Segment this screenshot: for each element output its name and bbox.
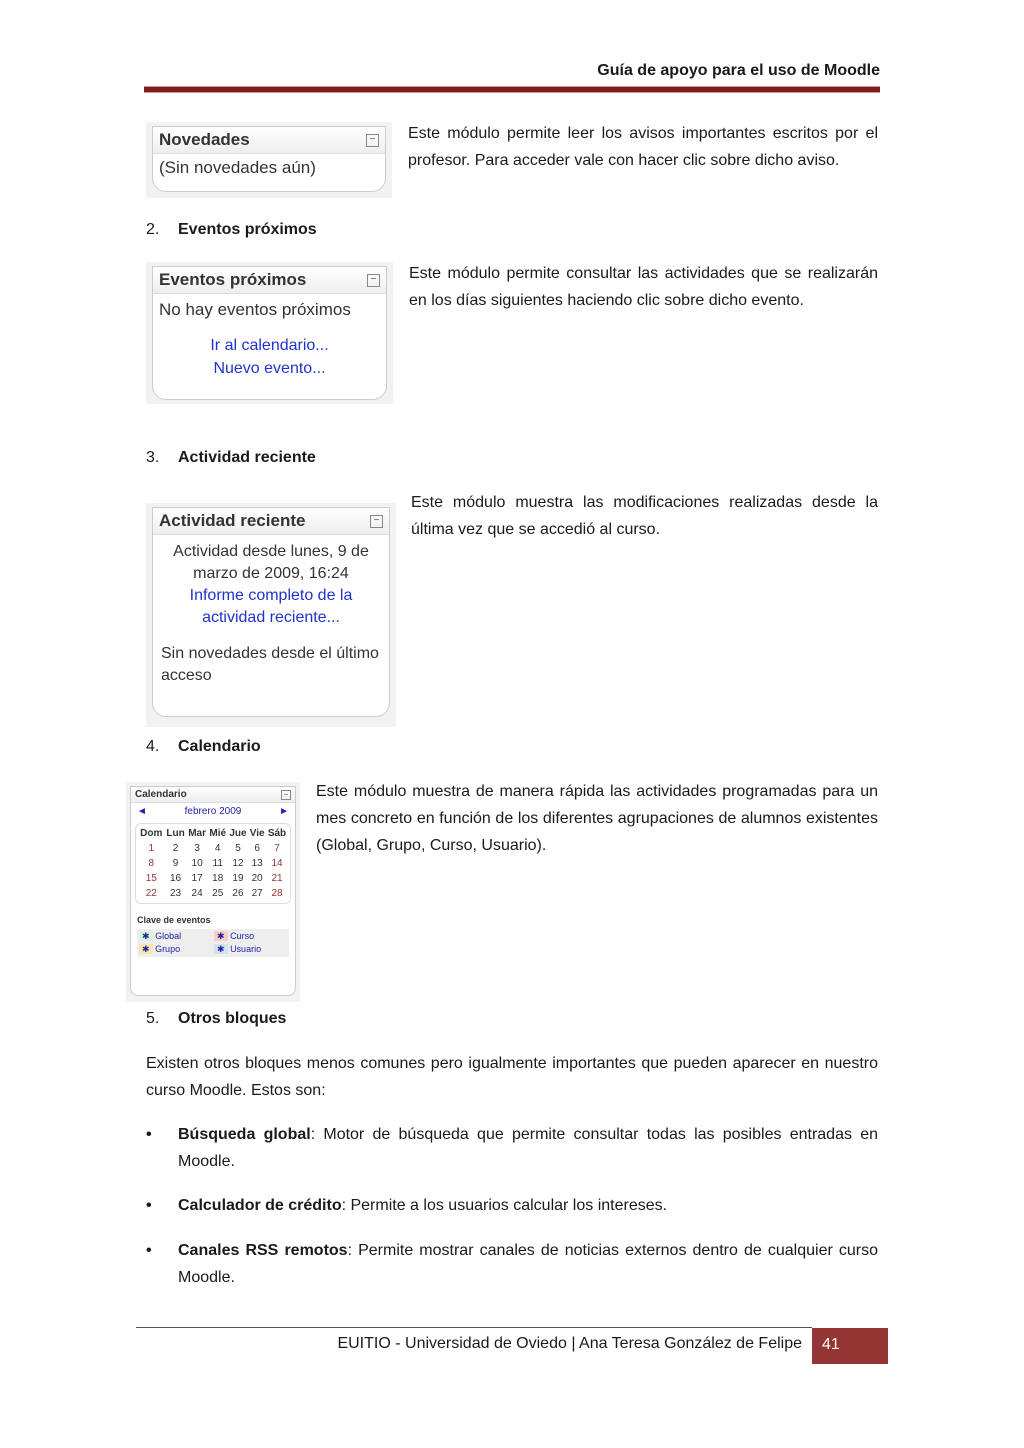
calendario-description: Este módulo muestra de manera rápida las actividades programadas para un mes concreto en función de los diferentes agrupaciones de alumnos existentes (Global, Grupo, Curso, Usuario). bbox=[316, 783, 878, 854]
eventos-block-image bbox=[146, 262, 393, 404]
list-item: • Búsqueda global: Motor de búsqueda que permite consultar todas las posibles entradas en Moodle. bbox=[146, 1121, 878, 1175]
footer-text: EUITIO - Universidad de Oviedo | Ana Teresa González de Felipe bbox=[337, 1335, 802, 1352]
new-event-link: Nuevo evento... bbox=[213, 360, 326, 377]
novedades-description: Este módulo permite leer los avisos importantes escritos por el profesor. Para acceder vale con hacer clic sobre dicho aviso. bbox=[408, 125, 878, 169]
calendario-block-image: Calendario − ◄ febrero 2009 ► Dom Lun Mar Mié Jue Vie Sáb 1 2 3 4 5 6 7 8 9 10 11 12 13 14 15 16 17 18 19 20 21 22 23 24 25 26 27 28 Clave de eventos ✱ Global ✱ Curso ✱ Grupo ✱ Usuario bbox=[126, 782, 300, 1002]
calendar-link: Ir al calendario... bbox=[210, 337, 329, 354]
block-content: (Sin novedades aún) bbox=[159, 158, 316, 177]
key-usuario: Usuario bbox=[230, 944, 262, 954]
full-report-link: Informe completo de la actividad reciente... bbox=[189, 587, 353, 626]
section-heading: 2. Eventos próximos bbox=[146, 221, 317, 238]
collapse-icon: − bbox=[370, 515, 383, 528]
actividad-block-image bbox=[146, 503, 396, 727]
key-global: Global bbox=[155, 931, 182, 941]
key-grupo: Grupo bbox=[155, 944, 181, 954]
block-title: Calendario bbox=[135, 789, 187, 800]
header-rule bbox=[144, 86, 880, 93]
footer-rule bbox=[136, 1327, 812, 1328]
actividad-description: Este módulo muestra las modificaciones realizadas desde la última vez que se accedió al curso. bbox=[411, 494, 878, 538]
collapse-icon: − bbox=[367, 274, 380, 287]
novedades-block-image bbox=[146, 122, 392, 198]
page-number: 41 bbox=[812, 1328, 888, 1364]
collapse-icon: − bbox=[366, 134, 379, 147]
running-header: Guía de apoyo para el uso de Moodle bbox=[597, 62, 880, 79]
eventos-description: Este módulo permite consultar las actividades que se realizarán en los días siguientes haciendo clic sobre dicho evento. bbox=[409, 265, 878, 309]
list-item: • Calculador de crédito: Permite a los usuarios calcular los intereses. bbox=[146, 1192, 878, 1219]
block-title: Actividad reciente bbox=[159, 511, 306, 530]
collapse-icon: − bbox=[281, 790, 291, 800]
no-news: Sin novedades desde el último acceso bbox=[161, 645, 379, 684]
calendar-grid: Dom Lun Mar Mié Jue Vie Sáb 1 2 3 4 5 6 7 8 9 10 11 12 13 14 15 16 17 18 19 20 21 22 23 24 25 26 27 28 bbox=[140, 828, 287, 899]
next-month-icon: ► bbox=[279, 806, 289, 817]
block-title: Novedades bbox=[159, 130, 250, 149]
key-curso: Curso bbox=[230, 931, 255, 941]
month-label: febrero 2009 bbox=[184, 806, 242, 817]
prev-month-icon: ◄ bbox=[137, 806, 147, 817]
activity-since: Actividad desde lunes, 9 de marzo de 2009, 16:24 bbox=[173, 543, 369, 582]
section-heading: 4. Calendario bbox=[146, 738, 261, 755]
otros-intro: Existen otros bloques menos comunes pero igualmente importantes que pueden aparecer en nuestro curso Moodle. Estos son: bbox=[146, 1055, 878, 1099]
event-key-title: Clave de eventos bbox=[137, 915, 211, 925]
section-heading: 5. Otros bloques bbox=[146, 1010, 287, 1027]
list-item: • Canales RSS remotos: Permite mostrar canales de noticias externos dentro de cualquier curso Moodle. bbox=[146, 1237, 878, 1291]
section-heading: 3. Actividad reciente bbox=[146, 449, 316, 466]
block-title: Eventos próximos bbox=[159, 270, 307, 289]
block-content: No hay eventos próximos bbox=[159, 300, 351, 319]
